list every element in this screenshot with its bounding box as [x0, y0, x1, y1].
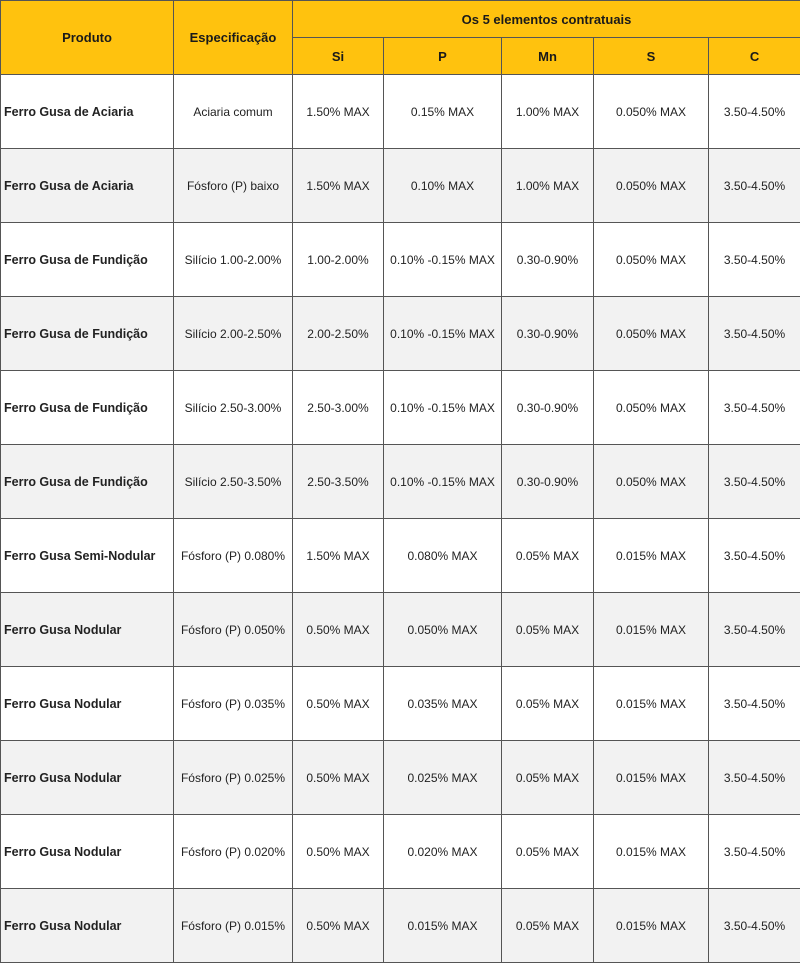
cell-mn: 0.05% MAX [502, 741, 594, 815]
table-row [1, 519, 800, 593]
cell-p: 0.10% -0.15% MAX [384, 445, 502, 519]
cell-mn: 0.05% MAX [502, 815, 594, 889]
cell-spec: Fósforo (P) 0.035% [174, 667, 293, 741]
cell-s: 0.015% MAX [594, 519, 709, 593]
cell-mn: 0.05% MAX [502, 667, 594, 741]
cell-p: 0.080% MAX [384, 519, 502, 593]
cell-mn: 0.30-0.90% [502, 445, 594, 519]
cell-mn: 0.30-0.90% [502, 371, 594, 445]
cell-mn: 0.30-0.90% [502, 297, 594, 371]
table-row [1, 371, 800, 445]
cell-p: 0.015% MAX [384, 889, 502, 963]
cell-product: Ferro Gusa Nodular [1, 815, 174, 889]
table-row [1, 445, 800, 519]
cell-spec: Fósforo (P) 0.015% [174, 889, 293, 963]
table-row [1, 667, 800, 741]
cell-si: 0.50% MAX [293, 889, 384, 963]
header-si: Si [293, 38, 384, 75]
header-product: Produto [1, 1, 174, 75]
cell-product: Ferro Gusa Nodular [1, 667, 174, 741]
cell-s: 0.015% MAX [594, 741, 709, 815]
cell-si: 2.00-2.50% [293, 297, 384, 371]
cell-si: 0.50% MAX [293, 667, 384, 741]
cell-spec: Fósforo (P) 0.025% [174, 741, 293, 815]
cell-spec: Fósforo (P) 0.020% [174, 815, 293, 889]
header-mn: Mn [502, 38, 594, 75]
cell-p: 0.10% MAX [384, 149, 502, 223]
cell-product: Ferro Gusa de Aciaria [1, 149, 174, 223]
cell-mn: 1.00% MAX [502, 75, 594, 149]
header-elements-group: Os 5 elementos contratuais [293, 1, 800, 38]
cell-mn: 0.05% MAX [502, 889, 594, 963]
cell-si: 1.00-2.00% [293, 223, 384, 297]
cell-si: 2.50-3.00% [293, 371, 384, 445]
cell-c: 3.50-4.50% [709, 75, 800, 149]
cell-s: 0.015% MAX [594, 667, 709, 741]
cell-s: 0.050% MAX [594, 371, 709, 445]
cell-spec: Aciaria comum [174, 75, 293, 149]
cell-p: 0.10% -0.15% MAX [384, 297, 502, 371]
table-row [1, 815, 800, 889]
cell-c: 3.50-4.50% [709, 593, 800, 667]
table-header [1, 1, 800, 75]
cell-product: Ferro Gusa Nodular [1, 889, 174, 963]
cell-p: 0.10% -0.15% MAX [384, 223, 502, 297]
cell-c: 3.50-4.50% [709, 519, 800, 593]
header-p: P [384, 38, 502, 75]
cell-c: 3.50-4.50% [709, 667, 800, 741]
cell-product: Ferro Gusa de Fundição [1, 445, 174, 519]
table-row [1, 75, 800, 149]
cell-p: 0.15% MAX [384, 75, 502, 149]
cell-s: 0.050% MAX [594, 445, 709, 519]
cell-s: 0.050% MAX [594, 75, 709, 149]
cell-s: 0.050% MAX [594, 223, 709, 297]
cell-c: 3.50-4.50% [709, 445, 800, 519]
cell-product: Ferro Gusa de Fundição [1, 223, 174, 297]
cell-product: Ferro Gusa de Aciaria [1, 75, 174, 149]
cell-s: 0.050% MAX [594, 297, 709, 371]
cell-s: 0.015% MAX [594, 889, 709, 963]
cell-product: Ferro Gusa de Fundição [1, 297, 174, 371]
cell-mn: 1.00% MAX [502, 149, 594, 223]
cell-spec: Fósforo (P) 0.080% [174, 519, 293, 593]
cell-si: 1.50% MAX [293, 519, 384, 593]
table-row [1, 297, 800, 371]
cell-s: 0.050% MAX [594, 149, 709, 223]
table-row [1, 223, 800, 297]
cell-si: 0.50% MAX [293, 815, 384, 889]
cell-product: Ferro Gusa de Fundição [1, 371, 174, 445]
cell-si: 1.50% MAX [293, 75, 384, 149]
header-spec: Especificação [174, 1, 293, 75]
cell-si: 0.50% MAX [293, 593, 384, 667]
cell-p: 0.025% MAX [384, 741, 502, 815]
cell-spec: Silício 2.50-3.50% [174, 445, 293, 519]
cell-c: 3.50-4.50% [709, 371, 800, 445]
cell-product: Ferro Gusa Nodular [1, 741, 174, 815]
cell-s: 0.015% MAX [594, 593, 709, 667]
table-row [1, 741, 800, 815]
cell-spec: Silício 1.00-2.00% [174, 223, 293, 297]
header-s: S [594, 38, 709, 75]
table-row [1, 889, 800, 963]
cell-mn: 0.30-0.90% [502, 223, 594, 297]
table-row [1, 149, 800, 223]
cell-product: Ferro Gusa Nodular [1, 593, 174, 667]
cell-p: 0.10% -0.15% MAX [384, 371, 502, 445]
cell-spec: Silício 2.50-3.00% [174, 371, 293, 445]
cell-si: 2.50-3.50% [293, 445, 384, 519]
cell-c: 3.50-4.50% [709, 889, 800, 963]
cell-mn: 0.05% MAX [502, 593, 594, 667]
cell-product: Ferro Gusa Semi-Nodular [1, 519, 174, 593]
cell-p: 0.035% MAX [384, 667, 502, 741]
cell-c: 3.50-4.50% [709, 223, 800, 297]
cell-c: 3.50-4.50% [709, 297, 800, 371]
cell-spec: Fósforo (P) baixo [174, 149, 293, 223]
header-c: C [709, 38, 800, 75]
table-body [1, 75, 800, 963]
cell-si: 0.50% MAX [293, 741, 384, 815]
table-row [1, 593, 800, 667]
cell-s: 0.015% MAX [594, 815, 709, 889]
cell-c: 3.50-4.50% [709, 149, 800, 223]
cell-p: 0.050% MAX [384, 593, 502, 667]
cell-spec: Fósforo (P) 0.050% [174, 593, 293, 667]
cell-spec: Silício 2.00-2.50% [174, 297, 293, 371]
cell-mn: 0.05% MAX [502, 519, 594, 593]
cell-c: 3.50-4.50% [709, 741, 800, 815]
cell-si: 1.50% MAX [293, 149, 384, 223]
cell-p: 0.020% MAX [384, 815, 502, 889]
cell-c: 3.50-4.50% [709, 815, 800, 889]
